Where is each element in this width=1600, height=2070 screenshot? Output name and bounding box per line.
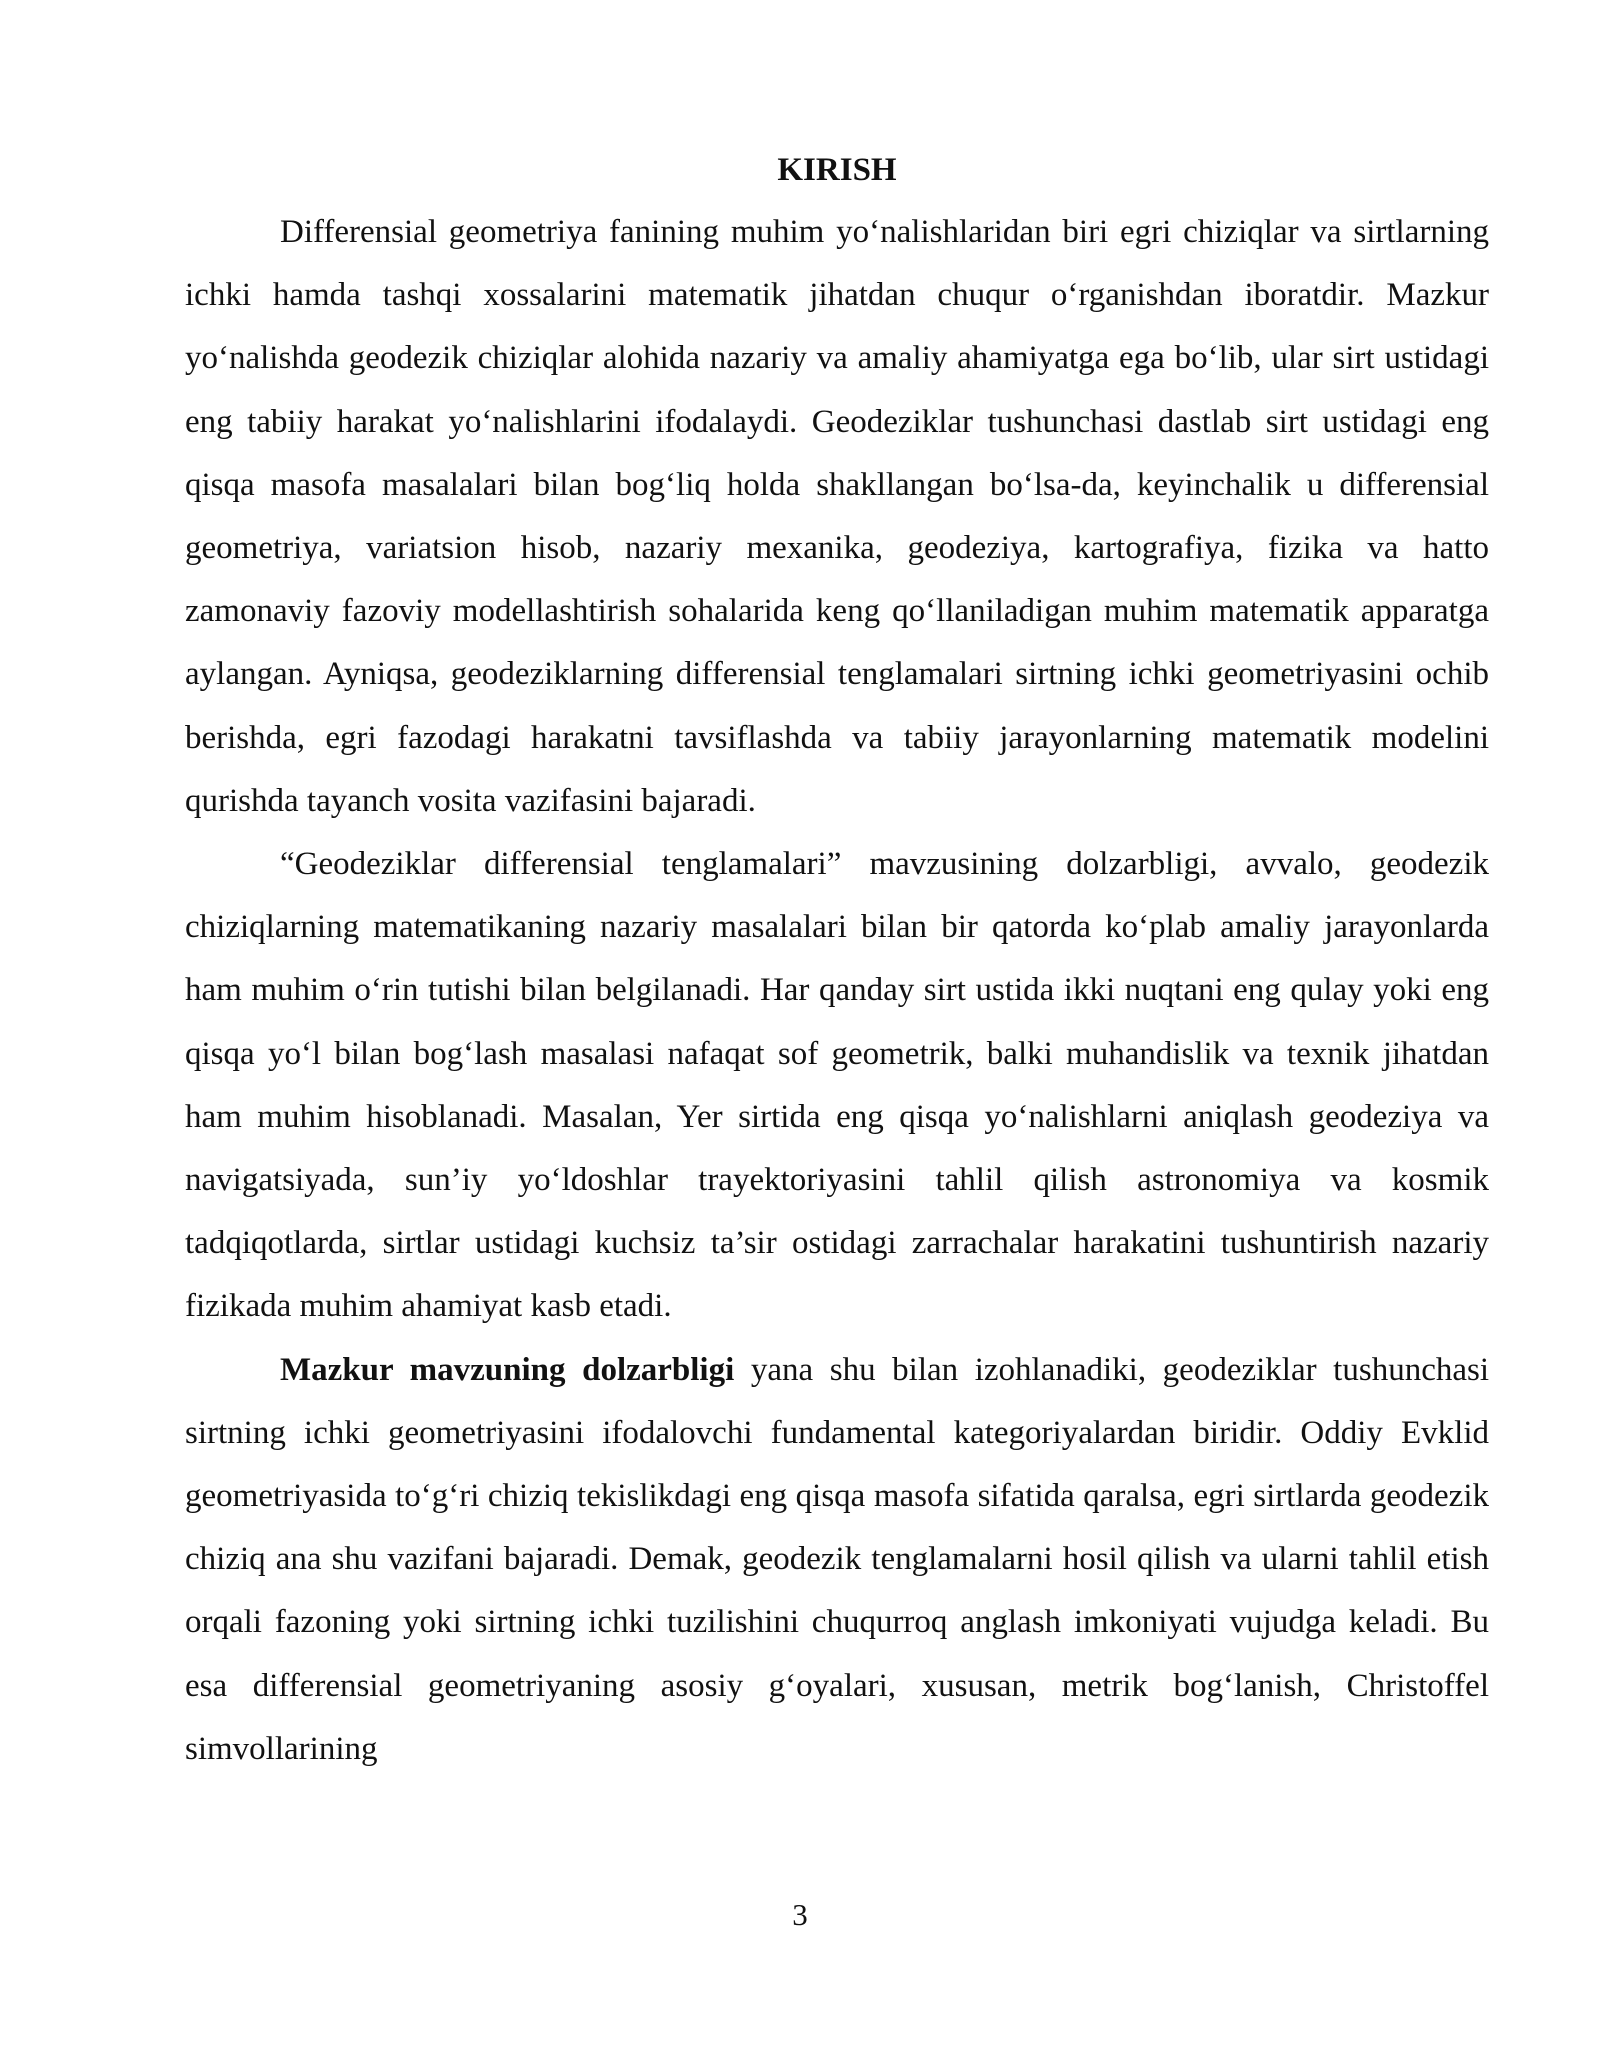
page-number: 3	[792, 1897, 808, 1932]
paragraph-introduction: Differensial geometriya fanining muhim yo‘nalishlaridan biri egri chiziqlar va sirtlarning ichki hamda tashqi xossalarini matematik jihatdan chuqur o‘rganishdan iboratdir. Mazkur yo‘nalishda geodezik chiziqlar alohida nazariy va amaliy ahamiyatga ega bo‘lib, ular sirt ustidagi eng tabiiy harakat yo‘nalishlarini ifodalaydi. Geodeziklar tushunchasi dastlab sirt ustidagi eng qisqa masofa masalalari bilan bog‘liq holda shakllangan bo‘lsa-da, keyinchalik u differensial geometriya, variatsion hisob, nazariy mexanika, geodeziya, kartografiya, fizika va hatto zamonaviy fazoviy modellashtirish sohalarida keng qo‘llaniladigan muhim matematik apparatga aylangan. Ayniqsa, geodeziklarning differensial tenglamalari sirtning ichki geometriyasini ochib berishda, egri fazodagi harakatni tavsiflashda va tabiiy jarayonlarning matematik modelini qurishda tayanch vosita vazifasini bajaradi.	[185, 214, 1489, 819]
paragraph-topic-relevance-text: yana shu bilan izohlanadiki, geodeziklar tushunchasi sirtning ichki geometriyasini ifodalovchi fundamental kategoriyalardan biridir. Oddiy Evklid geometriyasida to‘g‘ri chiziq tekislikdagi eng qisqa masofa sifatida qaralsa, egri sirtlarda geodezik chiziq ana shu vazifani bajaradi. Demak, geodezik tenglamalarni hosil qilish va ularni tahlil etish orqali fazoning yoki sirtning ichki tuzilishini chuqurroq anglash imkoniyati vujudga keladi. Bu esa differensial geometriyaning asosiy g‘oyalari, xususan, metrik bog‘lanish, Christoffel simvollarining	[185, 1351, 1489, 1767]
section-title: KIRISH	[777, 152, 897, 188]
bold-lead-phrase: Mazkur mavzuning dolzarbligi	[280, 1351, 735, 1388]
paragraph-relevance: “Geodeziklar differensial tenglamalari” mavzusining dolzarbligi, avvalo, geodezik chiziqlarning matematikaning nazariy masalalari bilan bir qatorda ko‘plab amaliy jarayonlarda ham muhim o‘rin tutishi bilan belgilanadi. Har qanday sirt ustida ikki nuqtani eng qulay yoki eng qisqa yo‘l bilan bog‘lash masalasi nafaqat sof geometrik, balki muhandislik va texnik jihatdan ham muhim hisoblanadi. Masalan, Yer sirtida eng qisqa yo‘nalishlarni aniqlash geodeziya va navigatsiyada, sun’iy yo‘ldoshlar trayektoriyasini tahlil qilish astronomiya va kosmik tadqiqotlarda, sirtlar ustidagi kuchsiz ta’sir ostidagi zarrachalar harakatini tushuntirish nazariy fizikada muhim ahamiyat kasb etadi.	[185, 846, 1489, 1325]
page-content	[185, 145, 1489, 1781]
paragraph-topic-relevance	[185, 1339, 1489, 1781]
